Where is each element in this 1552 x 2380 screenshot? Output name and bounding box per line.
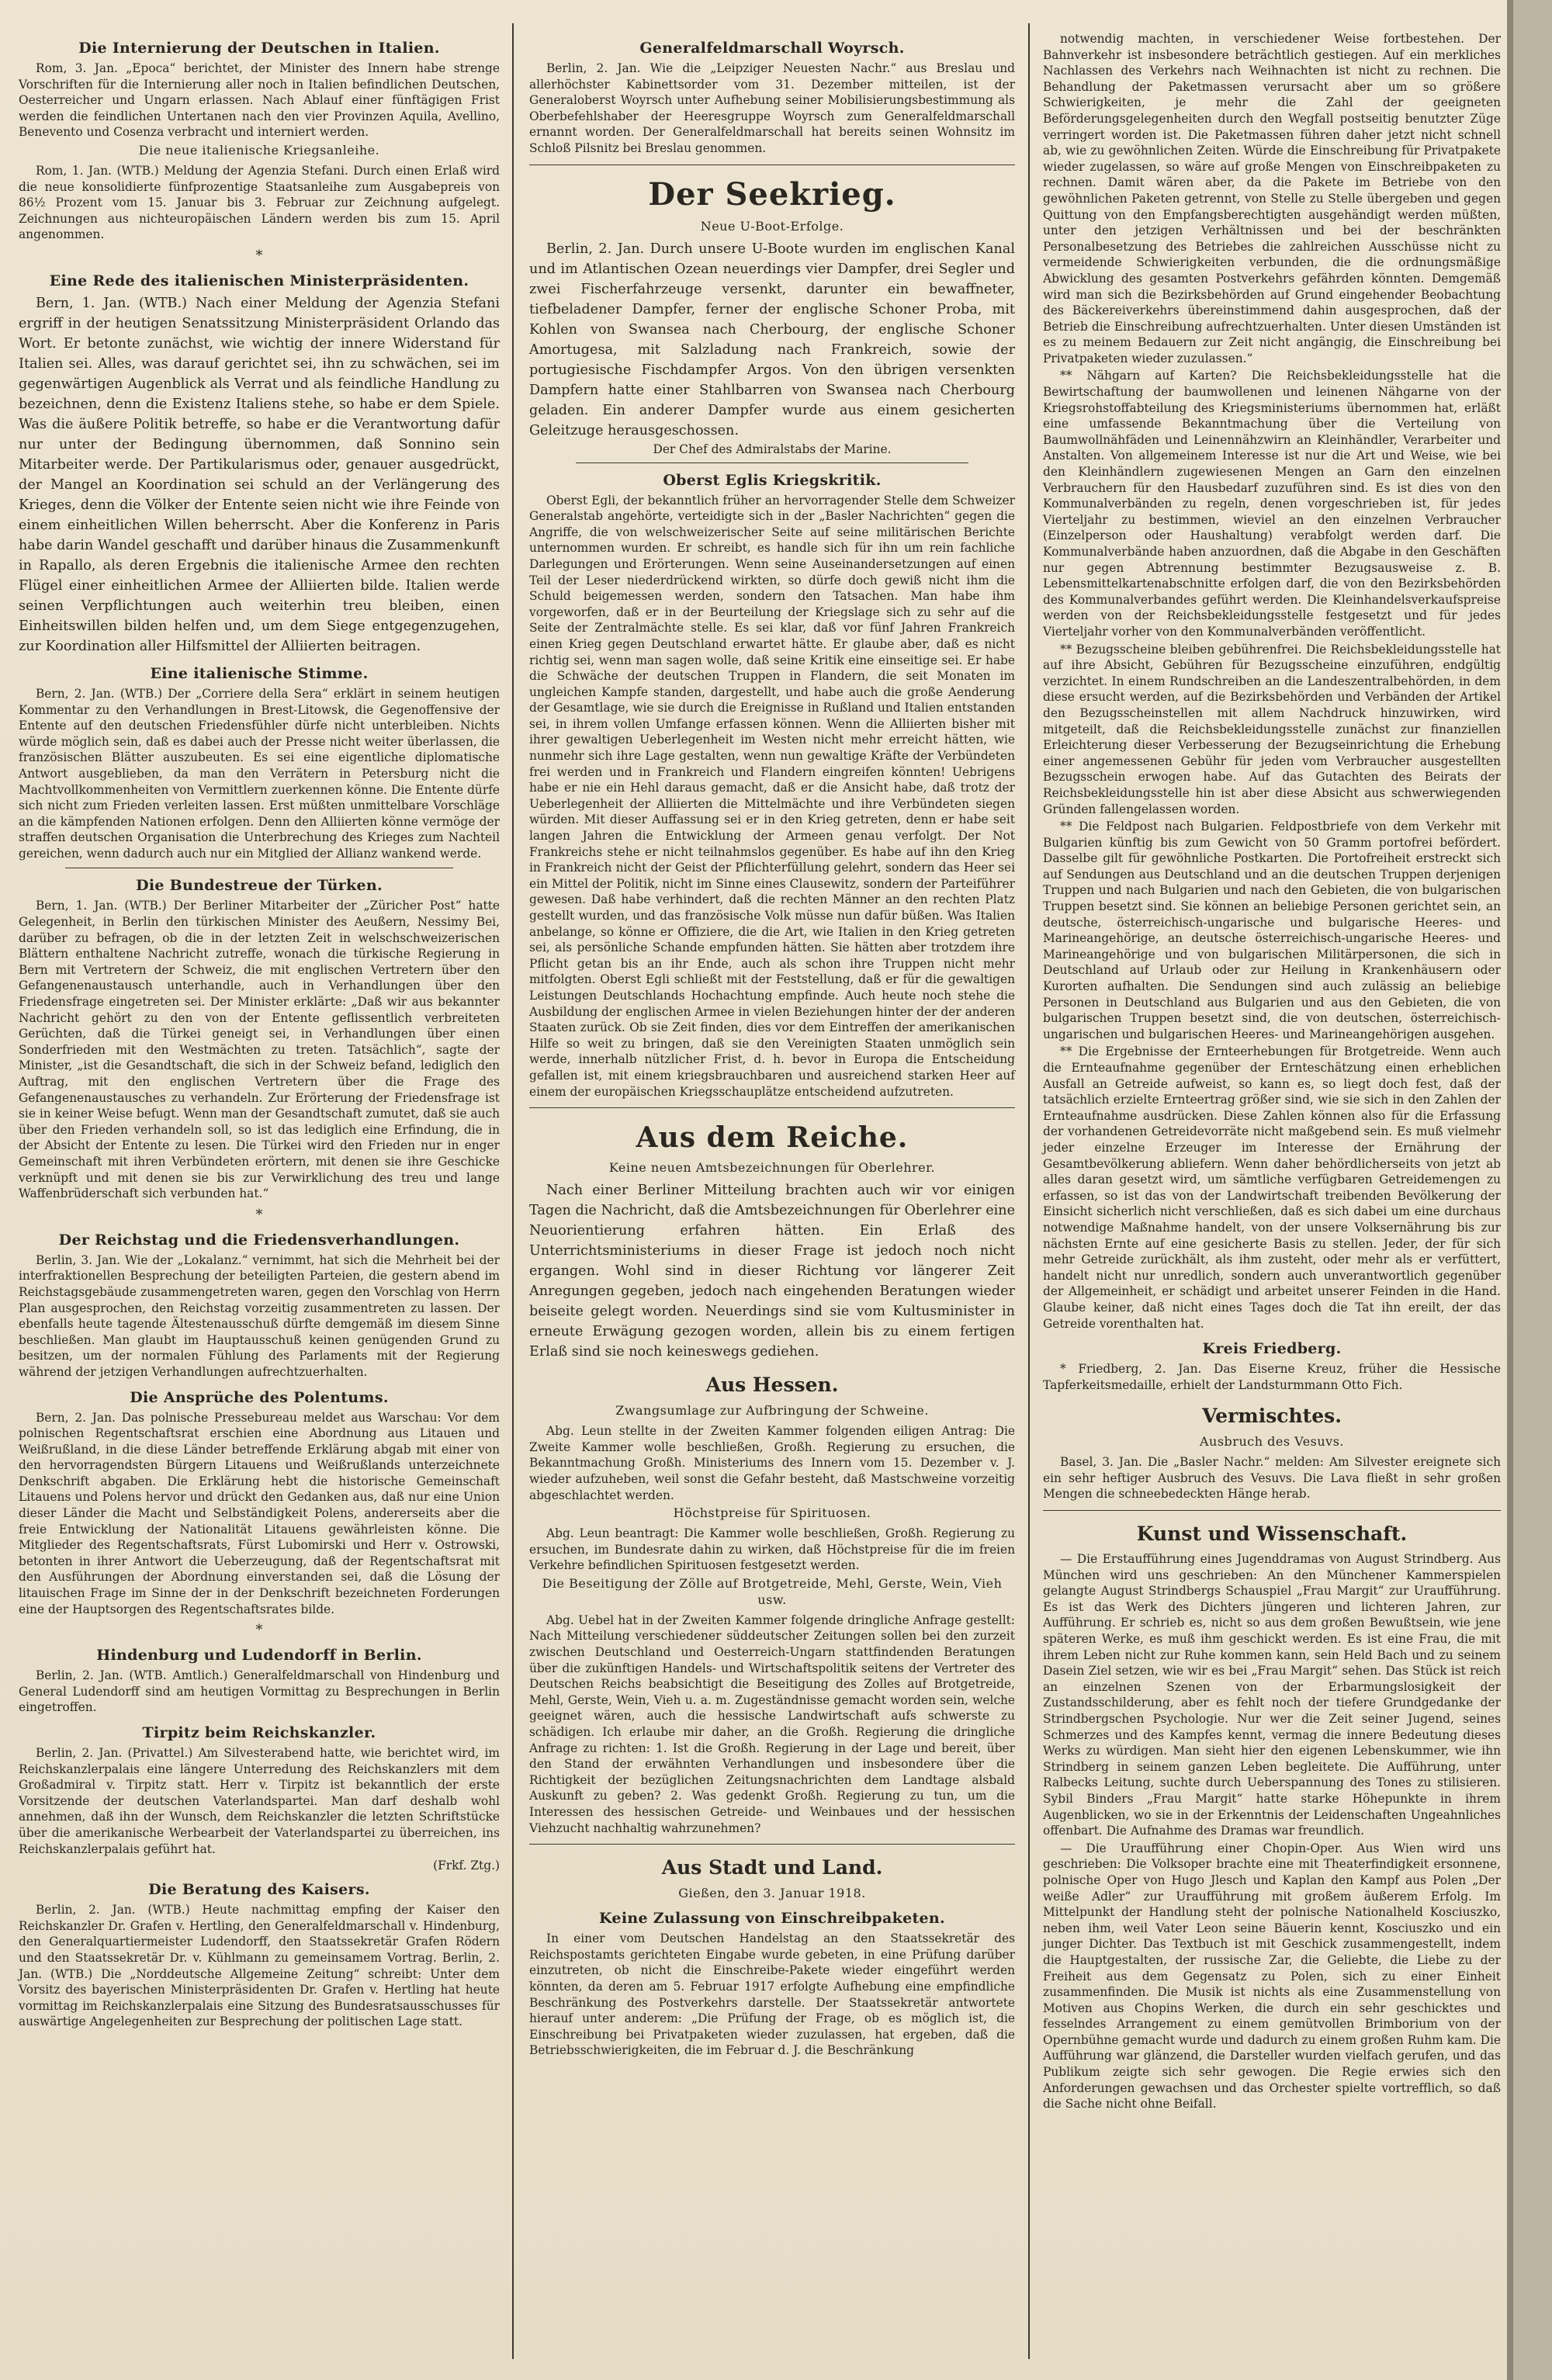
column-rule <box>1028 23 1030 2359</box>
page-edge <box>1513 0 1552 2380</box>
column-1 <box>14 31 504 2359</box>
article-uboot: Berlin, 2. Jan. Durch unsere U-Boote wurden im englischen Kanal und im Atlantischen Ozean neuerdings vier Dampfer, drei Segler und zwei Fischerfahrzeuge versenkt, darunter ein bewaffneter, tiefbeladener Dampfer, ferner der englische Schoner Proba, mit Kohlen von Swansea nach Cherbourg, der englische Schoner Amortugesa, mit Salzladung nach Frankreich, sowie der portugiesische Fischdampfer Argos. Von den übrigen versenkten Dampfern hatte einer Stahlbarren von Swansea nach Cherbourg geladen. Ein anderer Dampfer wurde aus einem gesicherten Geleitzuge herausgeschossen. <box>529 241 1015 438</box>
article-zoelle: Abg. Uebel hat in der Zweiten Kammer folgende dringliche Anfrage gestellt: Nach Mitteilung verschiedener süddeutscher Zeitungen sollen bei den zurzeit zwischen Deutschland und Oesterreich-Ungarn stattfindenden Beratungen über die zukünftigen Handels- und Wirtschaftspolitik seitens der Vertreter des Deutschen Reichs beabsichtigt die Beseitigung des Zolles auf Brotgetreide, Mehl, Gerste, Wein, Vieh u. a. m. Zugeständnisse gemacht worden sein, welche geeignet wären, auch die hessische Landwirtschaft aufs schwerste zu schädigen. Ich erlaube mir daher, an die Großh. Regierung die dringliche Anfrage zu richten: 1. Ist die Großh. Regierung in der Lage und bereit, über den Stand der erwähnten Verhandlungen und insbesondere über die Richtigkeit der bezüglichen Zeitungsnachrichten dem Landtage alsbald Auskunft zu geben? 2. Was gedenkt Großh. Regierung zu tun, um die Interessen des hessischen Getreide- und Weinbaues und der hessischen Viehzucht nachhaltig wahrzunehmen? <box>529 1613 1015 1835</box>
headline-internierung: Die Internierung der Deutschen in Italien. <box>78 40 440 57</box>
headline-reichstag: Der Reichstag und die Friedensverhandlungen. <box>58 1231 460 1249</box>
article-internierung: Rom, 3. Jan. „Epoca“ berichtet, der Minister des Innern habe strenge Vorschriften für die Internierung aller noch in Italien befindlichen Deutschen, Oesterreicher und Ungarn erlassen. Nach Ablauf einer fünftägigen Frist werden die feindlichen Untertanen nach den vier Provinzen Aquila, Avellino, Benevento und Cosenza verbracht und interniert werden. <box>19 61 500 140</box>
column-3 <box>1038 31 1505 2359</box>
section-title-kunst: Kunst und Wissenschaft. <box>1136 1523 1408 1546</box>
article-feldpost: ** Die Feldpost nach Bulgarien. Feldpostbriefe von dem Verkehr mit Bulgarien künftig bis zum Gewicht von 50 Gramm portofrei befördert. Dasselbe gilt für gewöhnliche Postkarten. Die Portofreiheit erstreckt sich auf Sendungen aus Deutschland und an die deutschen Truppen derjenigen Truppen und nach Bulgarien und nach den Gebieten, die von bulgarischen Truppen besetzt sind. Sie können an beliebige Personen gerichtet sein, an deutsche, österreichisch-ungarische und bulgarische Heeres- und Marineangehörige, an deutsche österreichisch-ungarische Heeres- und Marineangehörige und von bulgarischen Militärpersonen, die sich in Deutschland auf Urlaub oder zur Heilung in Krankenhäusern oder Kurorten aufhalten. Die Sendungen sind auch zulässig an beliebige Personen in Deutschland aus Bulgarien und aus den Gebieten, die von bulgarischen Truppen besetzt sind, die von deutschen, österreichisch-ungarischen und bulgarischen Heeres- und Marineangehörigen ausgehen. <box>1043 819 1501 1041</box>
article-strindberg: — Die Erstaufführung eines Jugenddramas von August Strindberg. Aus München wird uns geschrieben: An den Münchener Kammerspielen gelangte August Strindbergs Schauspiel „Frau Margit“ zur Uraufführung. Es ist das Werk des Dichters jüngeren und lichteren Jahren, zur Aufführung. Er schrieb es, nicht so aus dem großen Bewußtsein, wie jene späteren Werke, es muß ihm geschickt werden. Es ist eine Frau, die mit ihrem Leben nicht zur Ruhe kommen kann, sein Held Bach und zu seinem Dasein Ziel setzen, wie wir es bei „Frau Margit“ sehen. Das Stück ist reich an einzelnen Szenen von der Erbarmungslosigkeit der Zustandsschilderung, aber es fehlt noch der tiefere Grundgedanke der Strindbergschen Psychologie. Nur wer die Zeit seiner Jugend, seines Schmerzes und des Kampfes kennt, vermag die innere Bedeutung dieses Werks zu würdigen. Man sieht hier den eigenen Lebenskummer, wie ihn Strindberg in seinem ganzen Leben begleitete. Die Aufführung, unter Ralbecks Leitung, suchte durch Ueberspannung des Tones zu stilisieren. Sybil Binders „Frau Margit“ hatte starke Höhepunkte in ihrem Augenblicken, wo sie in der Erkenntnis der Leidenschaften Ungeahnliches offenbart. Die Aufnahme des Dramas war freundlich. <box>1043 1552 1501 1838</box>
article-oper: — Die Uraufführung einer Chopin-Oper. Aus Wien wird uns geschrieben: Die Volksoper brachte eine mit Theaterfindigkeit ersonnene, polnische Oper von Hugo Jlesch und Kaplan den Kampf aus Polen „Der weiße Adler“ zur Uraufführung mit großem äußerem Erfolg. Im Mittelpunkt der Handlung steht der polnische Nationalheld Kosciuszko, neben ihm, weil Vater Leon seine Bäuerin kennt, Kosciuszko und ein junger Dichter. Das Textbuch ist mit Geschick zusammengestellt, indem die Hauptgestalten, der russische Zar, die Geliebte, die Liebe zu der Freiheit aus dem Gegensatz zu Polen, sich zu einer Einheit zusammenfinden. Die Musik ist nichts als eine Zusammenstellung von Motiven aus Chopins Werken, die durch ein sehr geschicktes und fesselndes Arrangement zu einem gemütvollen Brimborium von der Opernbühne gemacht wurde und dadurch zu einem großen Ruhm kam. Die Aufführung war glänzend, die Darsteller wurden vielfach gerufen, und das Publikum zeigte sich sehr gewogen. Die Regie erwies sich den Anforderungen gewachsen und das Orchester spielte vortrefflich, so daß die Sache nicht ohne Beifall. <box>1043 1841 1501 2112</box>
article-tuerkei: Bern, 1. Jan. (WTB.) Der Berliner Mitarbeiter der „Züricher Post“ hatte Gelegenheit, in Berlin den türkischen Minister des Aeußern, Nessimy Bei, darüber zu befragen, ob die in der letzten Zeit in welschschweizerischen Blättern enthaltene Nachricht zutreffe, wonach die türkische Regierung in Bern mit Vertretern der Schweiz, die mit englischen Vertretern über den Gefangenenaustausch unterhandle, auch in Verhandlungen über den Friedensfrage eingetreten sei. Der Minister erklärte: „Daß wir aus bekannter Nachricht gehört zu den von der Entente geflissentlich verbreiteten Gerüchten, daß die Türkei geneigt sei, in Verhandlungen über einen Sonderfrieden mit den Westmächten zu treten. Tatsächlich“, sagte der Minister, „ist die Gesandtschaft, die sich in der Schweiz befand, lediglich den Auftrag, mit den englischen Vertretern über die Frage des Gefangenenaustausches zu verhandeln. Zur Erörterung der Friedensfrage ist sie in keiner Weise befugt. Wenn man der Gesandtschaft zumutet, daß sie auch über den Frieden verhandeln soll, so ist das lediglich eine Erfindung, die in der Absicht der Entente zu lesen. Die Türkei wird den Frieden nur in enger Gemeinschaft mit ihren Verbündeten erörtern, mit denen sie ihre Geschicke verknüpft und mit denen sie bis zur Verwirklichung des treu und lange Waffenbrüderschaft sich verbunden hat.“ <box>19 899 500 1201</box>
asterisk-separator: * <box>255 1622 263 1639</box>
section-divider <box>1043 1510 1501 1511</box>
column-rule <box>512 23 514 2359</box>
article-polen: Bern, 2. Jan. Das polnische Pressebureau meldet aus Warschau: Vor dem polnischen Regentschaftsrat erschien eine Abordnung aus Litauen und Weißrußland, in die diese Länder betreffende Erklärung abgab mit einer von den hervorragendsten Bürgern Litauens und Weißrußlands unterzeichnete Denkschrift abgaben. Die Erklärung hebt die historische Gemeinschaft Litauens und Polens hervor und drückt den Gedanken aus, daß nur eine Union dieser Länder die Macht und Selbständigkeit Polens, andererseits aber die freie Entwicklung der Nationalität Litauens gewährleisten könne. Die Mitglieder des Regentschaftsrats, Fürst Lubomirski und Herr v. Ostrowski, betonten in ihrer Antwort die Ueberzeugung, daß der Regentschaftsrat mit den Ausführungen der Abordnung einverstanden sei, daß die Lösung der litauischen Frage im Sinne der in der Denkschrift bezeichneten Forderungen eine der Hauptsorgen des Regentschaftsrates bilde. <box>19 1410 500 1616</box>
section-title-stadt: Aus Stadt und Land. <box>661 1856 883 1879</box>
headline-zwang: Zwangsumlage zur Aufbringung der Schweine. <box>615 1403 929 1419</box>
headline-anleihe: Die neue italienische Kriegsanleihe. <box>138 142 380 158</box>
headline-uboot: Neue U-Boot-Erfolge. <box>700 218 844 234</box>
headline-stimme: Eine italienische Stimme. <box>150 664 369 682</box>
headline-rede: Eine Rede des italienischen Ministerpräsidenten. <box>49 272 469 289</box>
dateline: Gießen, den 3. Januar 1918. <box>678 1886 866 1901</box>
headline-vesuv: Ausbruch des Vesuvs. <box>1199 1434 1345 1450</box>
article-tirpitz: Berlin, 2. Jan. (Privattel.) Am Silvesterabend hatte, wie berichtet wird, im Reichskanzlerpalais eine längere Unterredung des Reichskanzlers mit dem Großadmiral v. Tirpitz statt. Herr v. Tirpitz ist bekanntlich der erste Vorsitzende der deutschen Vaterlandspartei. Man darf deshalb wohl annehmen, daß ihn der Wunsch, dem Reichskanzler die letzten Schriftstücke über die amerikanische Werbearbeit der Vaterlandspartei zu überreichen, ins Reichskanzlerpalais geführt hat. <box>19 1746 500 1856</box>
article-zwang: Abg. Leun stellte in der Zweiten Kammer folgenden eiligen Antrag: Die Zweite Kammer wolle beschließen, Großh. Regierung zu ersuchen, die Bekanntmachung Großh. Ministeriums des Innern vom 15. Dezember v. J. wieder aufzuheben, weil sonst die Gefahr besteht, daß Mastschweine vorzeitig abgeschlachtet werden. <box>529 1424 1015 1502</box>
headline-hindenburg: Hindenburg und Ludendorff in Berlin. <box>96 1647 422 1665</box>
article-kaiser: Berlin, 2. Jan. (WTB.) Heute nachmittag empfing der Kaiser den Reichskanzler Dr. Grafen v. Hertling, den Generalfeldmarschall v. Hindenburg, den Generalquartiermeister Ludendorff, den Staatssekretär Grafen Rödern und den Staatssekretär Dr. v. Kühlmann zu gemeinsamem Vortrag. Berlin, 2. Jan. (WTB.) Die „Norddeutsche Allgemeine Zeitung“ schreibt: Unter dem Vorsitz des bayerischen Ministerpräsidenten Dr. Grafen v. Hertling hat heute vormittag im Reichskanzlerpalais eine Sitzung des Bundesratsausschusses für auswärtige Angelegenheiten zur Besprechung der politischen Lage statt. <box>19 1903 500 2029</box>
headline-zulassung: Keine Zulassung von Einschreibpaketen. <box>599 1910 945 1928</box>
article-woyrsch: Berlin, 2. Jan. Wie die „Leipziger Neuesten Nachr.“ aus Breslau und allerhöchster Kabinettsorder vom 31. Dezember mitteilen, ist der Generaloberst Woyrsch unter Aufhebung seiner Mobilisierungsbestimmung als Oberbefehlshaber der Heeresgruppe Woyrsch zum Generalfeldmarschall ernannt worden. Der Generalfeldmarschall hat bereits seinen Wohnsitz im Schloß Pilsnitz bei Breslau genommen. <box>529 61 1015 155</box>
source-signature: (Frkf. Ztg.) <box>433 1859 500 1873</box>
headline-kaiser: Die Beratung des Kaisers. <box>148 1881 370 1899</box>
article-bezugsscheine: ** Bezugsscheine bleiben gebührenfrei. Die Reichsbekleidungsstelle hat auf ihre Absicht, Gebühren für Bezugsscheine einzuführen, endgültig verzichtet. In einem Rundschreiben an die Landeszentralbehörden, in dem diese ersucht werden, auf die Bezirksbehörden und Verbänden der Artikel den Bezugsscheinstellen mit allem Nachdruck hinzuwirken, wird mitgeteilt, daß die Reichsbekleidungsstelle zunächst zur finanziellen Erleichterung dieser Verbesserung der Bezugseinrichtung die Erhebung einer angemessenen Gebühr für jeden vom Verbraucher ausgestellten Bezugsschein erwogen habe. Auf das Gutachten des Beirats der Reichsbekleidungsstelle hin ist aber diese Absicht aus schwerwiegenden Gründen fallengelassen worden. <box>1043 642 1501 816</box>
article-continuation: notwendig machten, in verschiedener Weise fortbestehen. Der Bahnverkehr ist insbesondere beträchtlich gestiegen. Auf ein merkliches Nachlassen des Verkehrs nach Weihnachten ist nicht zu rechnen. Die Behandlung der Paketmassen verursacht aber um so größere Schwierigkeiten, je mehr die Zahl der geeigneten Beförderungsgelegenheiten durch den Wegfall postseitig benutzter Züge verringert worden ist. Die Paketmassen führen daher jetzt nicht schnell ab, wie zu gewöhnlichen Zeiten. Würde die Einschreibung für Privatpakete wieder zugelassen, so wäre auf große Mengen von Einschreibpaketen zu rechnen. Damit wären aber, da die Pakete im Betriebe von den gewöhnlichen Paketen getrennt, von Stelle zu Stelle übergeben und gegen Quittung von den Empfangsberechtigten ausgehändigt werden müßten, unter den jetzigen Verhältnissen und bei der beschränkten Personalbesetzung des Betriebes die zahlreichen Ausschüsse nicht zu vermeidende Schwierigkeiten verbunden, die die ordnungsmäßige Abwicklung des gesamten Postverkehrs gefährden könnten. Demgemäß wird man sich die Bezirksbehörden auf Grund eingehender Beobachtung des Bäckereiverkehrs übereinstimmend dahin ausgesprochen, daß der Betrieb die Einschreibung aufrechtzuerhalten. Unter diesen Umständen ist es zu meinem Bedauern zur Zeit nicht angängig, die Einschreibung bei Privatpaketen wieder zuzulassen.“ <box>1043 32 1501 365</box>
article-hindenburg: Berlin, 2. Jan. (WTB. Amtlich.) Generalfeldmarschall von Hindenburg und General Ludendorff sind am heutigen Vormittag zu Besprechungen in Berlin eingetroffen. <box>19 1668 500 1715</box>
headline-woyrsch: Generalfeldmarschall Woyrsch. <box>639 40 905 57</box>
section-title-vermischtes: Vermischtes. <box>1202 1405 1342 1428</box>
headline-tirpitz: Tirpitz beim Reichskanzler. <box>142 1724 376 1741</box>
section-title-seekrieg: Der Seekrieg. <box>648 175 896 213</box>
headline-friedberg: Kreis Friedberg. <box>1202 1340 1342 1358</box>
article-ernteerhebungen: ** Die Ergebnisse der Ernteerhebungen für Brotgetreide. Wenn auch die Ernteaufnahme gegenüber der Ernteschätzung einen erheblichen Ausfall an Getreide aufweist, so kann es, so liegt doch fest, daß der tatsächlich erzielte Ernteertrag größer sind, wie sie sich in den Zahlen der Ernteaufnahme ausdrücken. Diese Zahlen können also für die Erfassung der vorhandenen Getreidevorräte nicht maßgebend sein. Es muß vielmehr jeder einzelne Erzeuger im Interesse der Ernährung der Gesamtbevölkerung abliefern. Wenn daher behördlicherseits von jetzt ab alles daran gesetzt wird, um sämtliche verfügbaren Getreidemengen zu erfassen, so ist das von der Landwirtschaft treibenden Bevölkerung der Einsicht sicherlich nicht verschließen, daß es sich dabei um eine durchaus notwendige Maßnahme handelt, von der unsere Volksernährung bis zur nächsten Ernte auf eine gesicherte Basis zu stellen. Jeder, der für sich mehr Getreide zurückhält, als ihm zusteht, oder mehr als er verfüttert, handelt nicht nur unredlich, sondern auch unverantwortlich gegenüber der Allgemeinheit, er schädigt und arbeitet unserer Feinden in die Hand. Glaube keiner, daß nicht eines Tages doch die Tat ihn ereilt, der das Getreide vorenthalten hat. <box>1043 1044 1501 1331</box>
section-divider <box>529 1844 1015 1845</box>
headline-amt: Keine neuen Amtsbezeichnungen für Oberlehrer. <box>608 1160 936 1176</box>
section-divider <box>576 462 968 463</box>
headline-zoelle: Die Beseitigung der Zölle auf Brotgetreide, Mehl, Gerste, Wein, Vieh usw. <box>542 1575 1003 1607</box>
article-zulassung: In einer vom Deutschen Handelstag an den Staatssekretär des Reichspostamts gerichteten Eingabe wurde gebeten, in eine Prüfung darüber einzutreten, ob nicht die Einschreibe-Pakete wieder eingeführt werden könnten, da deren am 5. Februar 1917 erfolgte Aufhebung eine empfindliche Beschränkung des Postverkehrs darstelle. Der Staatssekretär antwortete hierauf unter anderem: „Die Prüfung der Frage, ob es möglich ist, die Einschreibung bei Privatpaketen wieder zuzulassen, hat ergeben, daß die Betriebsschwierigkeiten, die im Februar d. J. die Beschränkung <box>529 1931 1015 2058</box>
source-signature: Der Chef des Admiralstabs der Marine. <box>653 442 892 456</box>
section-title-hessen: Aus Hessen. <box>705 1374 839 1397</box>
article-sprit: Abg. Leun beantragt: Die Kammer wolle beschließen, Großh. Regierung zu ersuchen, im Bundesrate dahin zu wirken, daß Höchstpreise für die im freien Verkehre befindlichen Spirituosen festgesetzt werden. <box>529 1526 1015 1573</box>
article-amt: Nach einer Berliner Mitteilung brachten auch wir vor einigen Tagen die Nachricht, daß die Amtsbezeichnungen für Oberlehrer eine Neuorientierung erfahren hätten. Ein Erlaß des Unterrichtsministeriums in dieser Frage ist jedoch noch nicht ergangen. Wohl sind in dieser Richtung vor längerer Zeit Anregungen gegeben, jedoch nach eingehenden Beratungen wieder beiseite gelegt worden. Neuerdings sind sie vom Kultusminister in erneute Erwägung gezogen worden, allein bis zu einem fertigen Erlaß sind sie noch keineswegs gediehen. <box>529 1183 1015 1360</box>
headline-tuerkei: Die Bundestreue der Türken. <box>136 877 383 895</box>
asterisk-separator: * <box>255 1206 263 1223</box>
page-edge-shadow <box>1507 0 1513 2380</box>
asterisk-separator: * <box>255 247 263 264</box>
article-friedberg: * Friedberg, 2. Jan. Das Eiserne Kreuz, früher die Hessische Tapferkeitsmedaille, erhielt der Landsturmmann Otto Fich. <box>1043 1362 1501 1392</box>
article-anleihe: Rom, 1. Jan. (WTB.) Meldung der Agenzia Stefani. Durch einen Erlaß wird die neue konsolidierte fünfprozentige Staatsanleihe zum Ausgabepreis von 86½ Prozent vom 15. Januar bis 3. Februar zur Zeichnung aufgelegt. Zeichnungen aus nichteuropäischen Ländern werden bis zum 15. April angenommen. <box>19 163 500 242</box>
headline-sprit: Höchstpreise für Spirituosen. <box>673 1505 871 1521</box>
section-divider <box>529 1107 1015 1108</box>
article-egli: Oberst Egli, der bekanntlich früher an hervorragender Stelle dem Schweizer Generalstab angehörte, verteidigte sich in der „Basler Nachrichten“ gegen die Angriffe, die von welschweizerischer Seite auf seine militärischen Berichte unternommen wurden. Er schreibt, es handle sich für ihn um rein fachliche Darlegungen und Erörterungen. Wenn seine Auseinandersetzungen auf einen Teil der Leser niederdrückend wirkten, so dürfe doch gewiß nicht ihm die Schuld beigemessen werden, sondern den Tatsachen. Man habe ihm vorgeworfen, daß er in der Beurteilung der Kriegslage sich zu sehr auf die Seite der Zentralmächte stelle. Es sei klar, daß vor fünf Jahren Frankreich einen Krieg gegen Deutschland erwartet hätte. Er glaube aber, daß es nicht richtig sei, wenn man sagen wolle, daß seine Kritik eine einseitige sei. Er habe die Schwäche der deutschen Truppen in Flandern, die seit Monaten im ungleichen Kampfe standen, dargestellt, und habe auch die große Aenderung der Gesamtlage, wie sie durch die Ereignisse in Rußland und Italien entstanden sei, in ihrem vollen Umfange erfassen können. Wenn die Alliierten bisher mit ihrer gewaltigen Ueberlegenheit im Westen nicht mehr erreicht hätten, wie nunmehr sich ihre Lage gestalten, wenn nun gewaltige Kräfte der Verbündeten frei werden und in Frankreich und Flandern eingreifen könnten! Uebrigens habe er nie ein Hehl daraus gemacht, daß er die Ansicht habe, daß trotz der Ueberlegenheit der Alliierten die Mittelmächte und ihre Verbündeten siegen würden. Mit dieser Auffassung sei er in den Krieg getreten, denn er habe seit langen Jahren die Entwicklung der Armeen genau verfolgt. Der Not Frankreichs stehe er nicht teilnahmslos gegenüber. Es habe auf ihn den Krieg in Frankreich nicht der Geist der Pflichterfüllung gelehrt, sondern das Heer sei ein Mittel der Politik, nicht im Sinne eines Clausewitz, sondern der Parteiführer gewesen. Daß habe verhindert, daß die rechten Männer an den rechten Platz gestellt wurden, und das französische Volk müsse nun dafür büßen. Was Italien anbelange, so könne er Offiziere, die die Art, wie Italien in den Krieg getreten sei, als persönliche Schande empfunden hätten. Sie hätten aber trotzdem ihre Pflicht getan bis an ihr Ende, auch als schon ihre Truppen nicht mehr mitfolgten. Oberst Egli schließt mit der Feststellung, daß er für die gewaltigen Leistungen Deutschlands Hochachtung empfinde. Auch heute noch stehe die Ausbildung der englischen Armee in vielen Beziehungen hinter der der anderen Staaten zurück. Ob sie Zeit finden, dies vor dem Eintreffen der amerikanischen Hilfe so weit zu bringen, daß sie den Vereinigten Staaten unmöglich sein werde, innerhalb nützlicher Frist, d. h. bevor in Europa die Entscheidung gefallen ist, mit einem kriegsbrauchbaren und ausreichend starken Heer auf einem der europäischen Kriegsschauplätze entscheidend aufzutreten. <box>529 493 1015 1099</box>
headline-polen: Die Ansprüche des Polentums. <box>130 1388 389 1406</box>
section-title-reiche: Aus dem Reiche. <box>636 1121 909 1155</box>
article-vesuv: Basel, 3. Jan. Die „Basler Nachr.“ melden: Am Silvester ereignete sich ein sehr heftiger Ausbruch des Vesuvs. Die Lava fließt in sehr großen Mengen die schneebedeckten Hänge herab. <box>1043 1455 1501 1502</box>
article-naehgarn: ** Nähgarn auf Karten? Die Reichsbekleidungsstelle hat die Bewirtschaftung der baumwollenen und leinenen Nähgarne von der Kriegsrohstoffabteilung des Kriegsministeriums übernommen hat, erläßt eine umfassende Bekanntmachung über die Verteilung von Baumwollnähfäden und Leinennähzwirn an Kleinhändler, Verarbeiter und Anstalten. Von allgemeinem Interesse ist nur die Art und Weise, wie bei den Kleinhändlern zugewiesenen Mengen an Garn den einzelnen Verbrauchern für den Hausbedarf zuzuführen sind. Es ist dies von den Kommunalverbänden zu regeln, denen vorgeschrieben ist, für jedes Vierteljahr zu bestimmen, wieviel an den einzelnen Verbraucher (Einzelperson oder Haushaltung) verabfolgt werden darf. Die Kommunalverbände haben anzuordnen, daß die Abgabe in den Geschäften nur gegen Abtrennung bestimmter Bezugsausweise z. B. Lebensmittelkartenabschnitte erfolgen darf, die von den Bezirksbehörden des Kommunalverbandes geführt werden. Die Kleinhandelsverkaufspreise werden von der Reichsbekleidungsstelle festgesetzt und für jedes Vierteljahr vorher von den Kommunalverbänden veröffentlicht. <box>1043 369 1501 639</box>
article-stimme: Bern, 2. Jan. (WTB.) Der „Corriere della Sera“ erklärt in seinem heutigen Kommentar zu den Verhandlungen in Brest-Litowsk, die Gegenoffensive der Entente auf den deutschen Friedensfühler dürfe nicht unterbleiben. Nichts würde möglich sein, daß es dabei auch der Presse nicht weiter überlassen, die französischen Blätter auszubeuten. Es sei eine eigentliche diplomatische Antwort ausgeblieben, da man den Verrätern in Petersburg nicht die Machtvollkommenheiten von Vermittlern zuerkennen könne. Die Entente dürfe sich nicht zum Frieden verleiten lassen. Erst müßten unmittelbare Vorschläge an die kämpfenden Nationen erfolgen. Denn den Alliierten könne vermöge der straffen deutschen Organisation die Unterbrechung des Krieges zum Nachteil gereichen, wenn dadurch auch nur ein Mitglied der Allianz wankend werde. <box>19 686 500 861</box>
article-rede: Bern, 1. Jan. (WTB.) Nach einer Meldung der Agenzia Stefani ergriff in der heutigen Senatssitzung Ministerpräsident Orlando das Wort. Er betonte zunächst, wie wichtig der innere Widerstand für Italien sei. Alles, was darauf gerichtet sei, ihn zu schwächen, sei im gegenwärtigen Augenblick als Verrat und als feindliche Handlung zu bezeichnen, denn die Existenz Italiens stehe, so habe er dem Spiele. Was die äußere Politik betreffe, so habe er die Verantwortung dafür nur unter der Bedingung übernommen, daß Sonnino sein Mitarbeiter werde. Der Partikularismus oder, genauer ausgedrückt, der Mangel an Koordination sei schuld an der Verlängerung des Krieges, denn die Völker der Entente seien nicht wie ihre Feinde von einem einheitlichen Willen beherrscht. Aber die Konferenz in Paris habe darin Wandel geschafft und darüber hinaus die Zusammenkunft in Rapallo, als deren Ergebnis die italienische Armee den rechten Flügel einer einheitlichen Armee der Alliierten bilde. Italien werde seinen Verpflichtungen auch weiterhin treu bleiben, einen Einheitswillen bilden helfen und, um dem Siege entgegenzugehen, zur Koordination aller Hilfsmittel der Alliierten beitragen. <box>19 295 501 654</box>
column-2 <box>525 31 1020 2359</box>
headline-egli: Oberst Eglis Kriegskritik. <box>663 471 882 489</box>
article-reichstag: Berlin, 3. Jan. Wie der „Lokalanz.“ vernimmt, hat sich die Mehrheit bei der interfraktionellen Besprechung der beteiligten Parteien, die gestern abend im Reichstagsgebäude zusammengetreten waren, gegen den Vorschlag von Herrn Plan ausgesprochen, den Reichstag vorzeitig zusammentreten zu lassen. Der ebenfalls heute tagende Ältestenausschuß dürfte demgemäß im diesem Sinne beschließen. Man glaubt im Hauptausschuß keinen genügenden Grund zu besitzen, um der normalen Fühlung des Parlaments mit der Regierung während der jetzigen Verhandlungen aufrechtzuerhalten. <box>19 1252 500 1379</box>
